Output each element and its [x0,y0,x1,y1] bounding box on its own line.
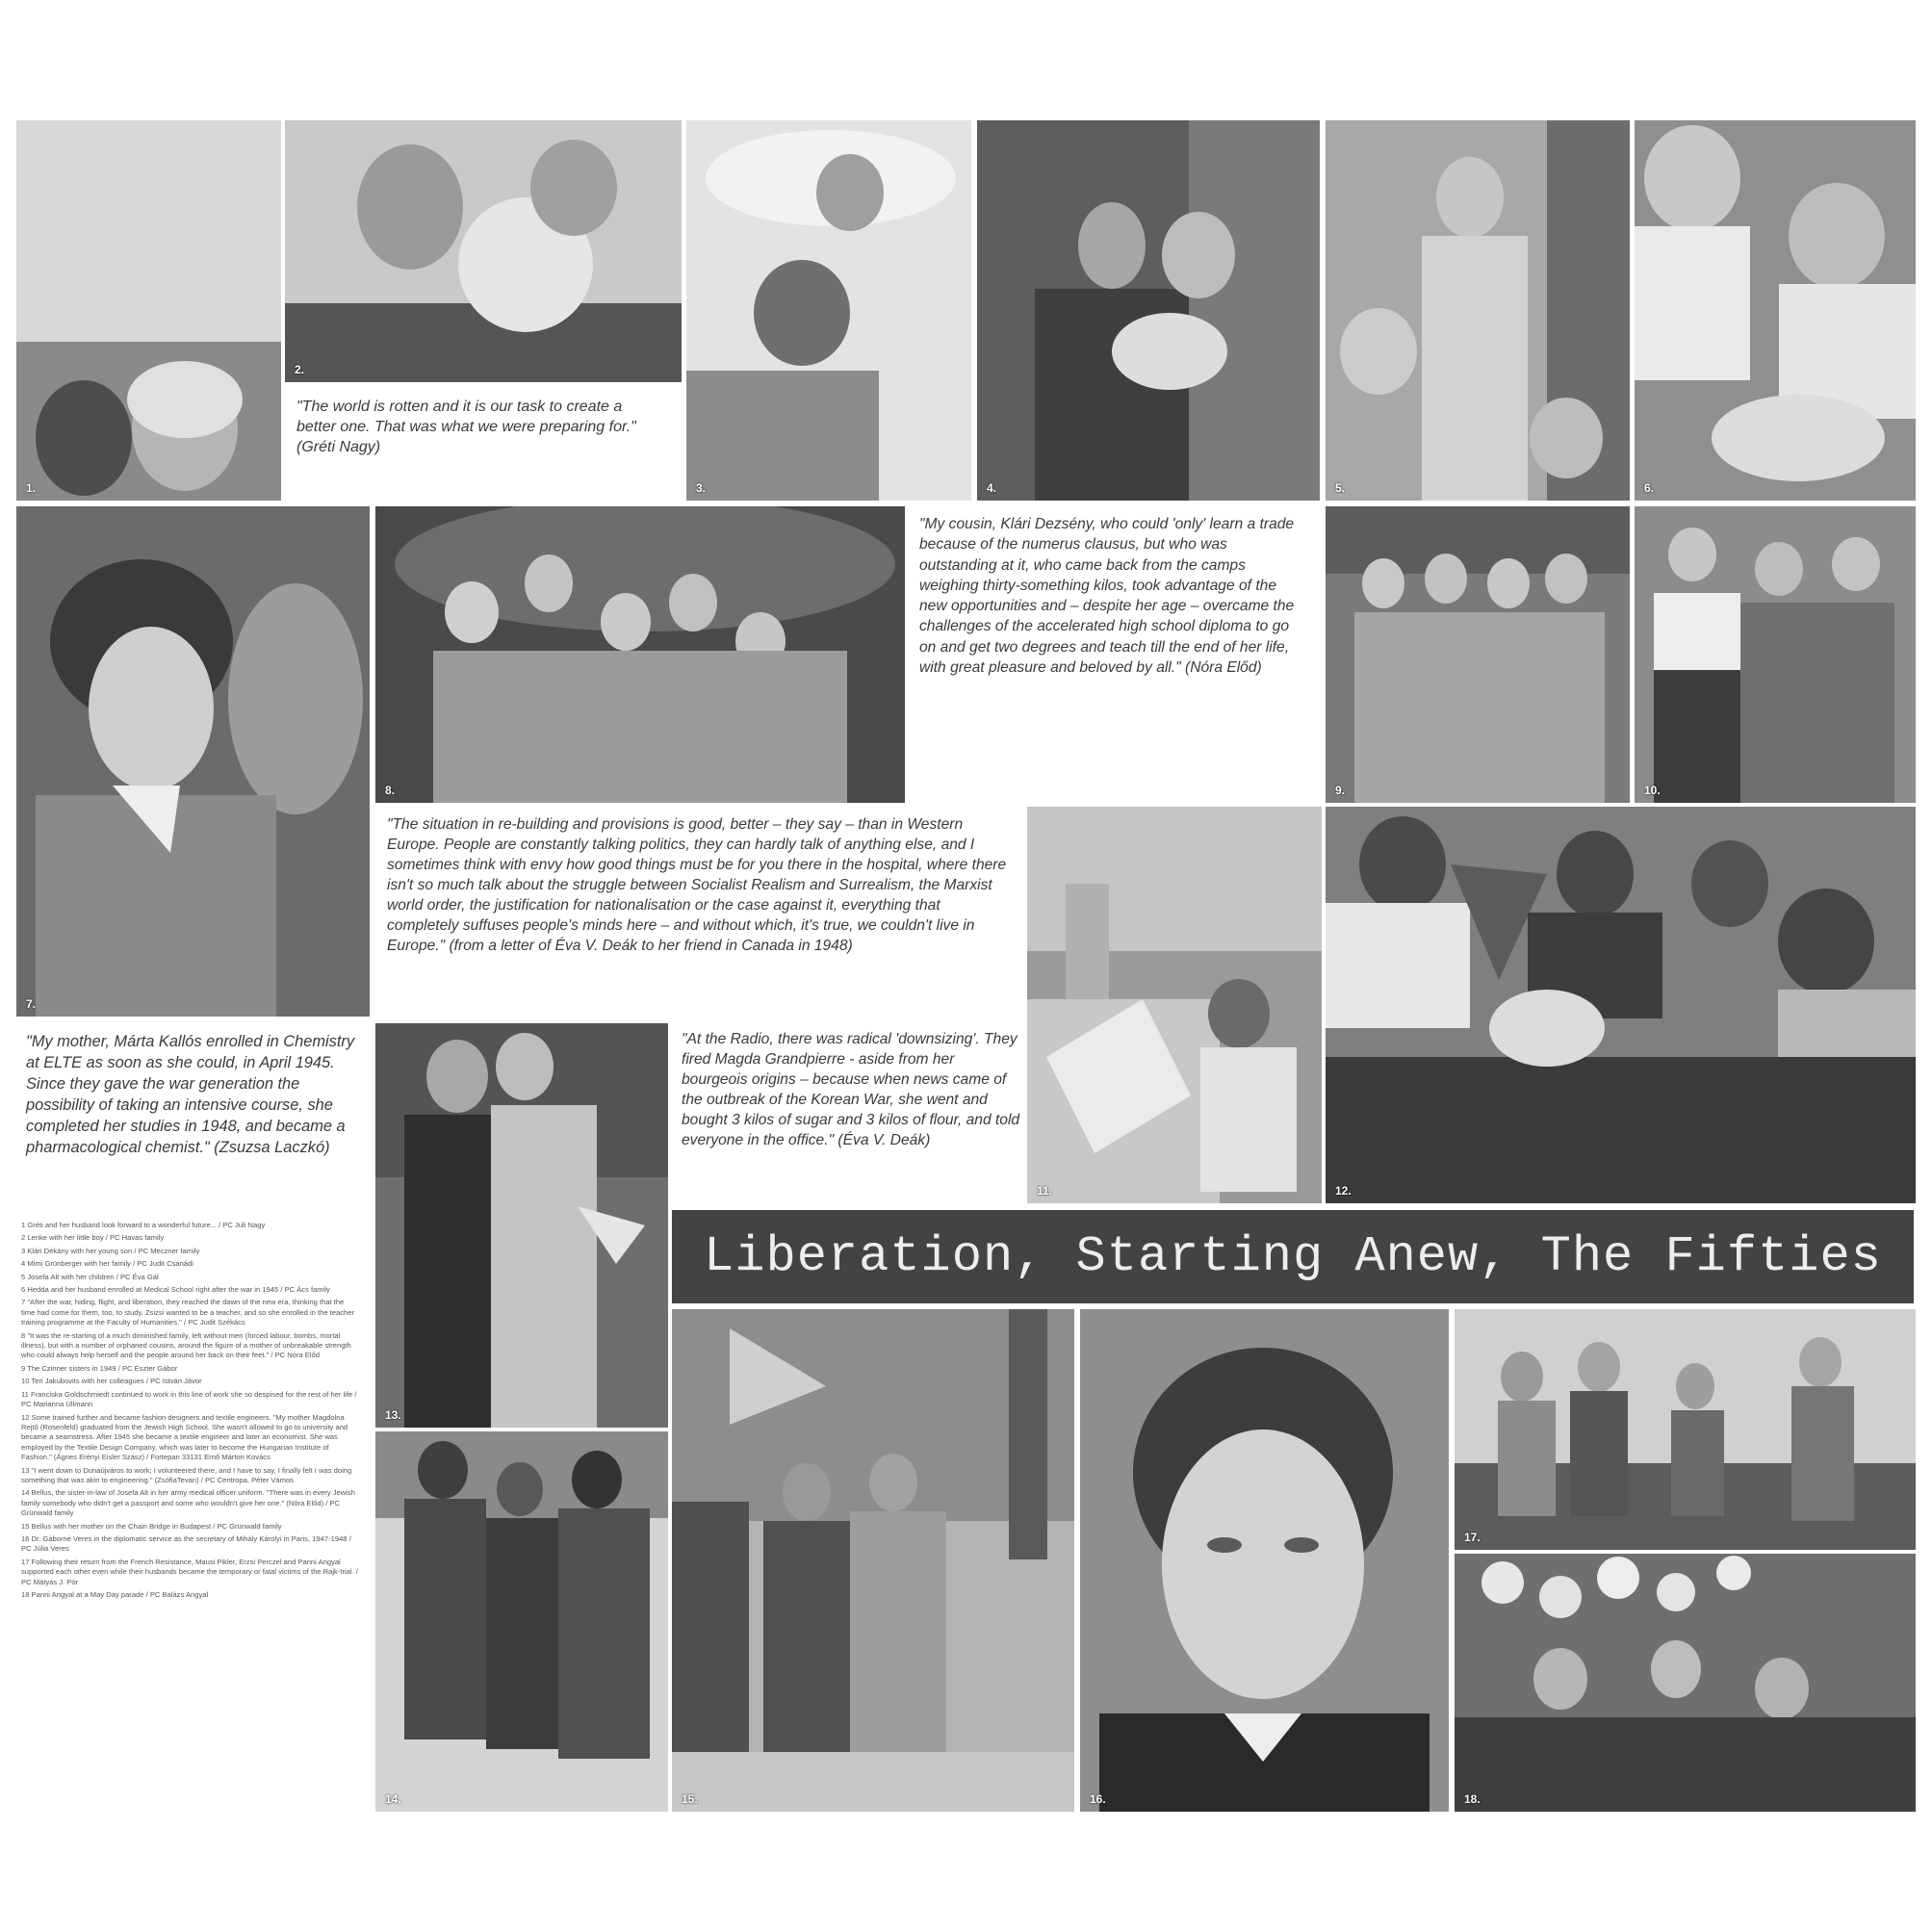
page-title: Liberation, Starting Anew, The Fifties [704,1228,1882,1285]
quote-box-situation [375,807,1025,1018]
photo-number: 1. [26,481,37,495]
photo-9 [1326,506,1630,803]
photo-13 [375,1023,668,1428]
photo-number: 15. [682,1792,698,1806]
caption-item: 14 Bellus, the sister-in-law of Josefa Alt in her army medical officer uniform. "There was in every Jewish family somebody who didn't get a passport and some who wouldn't give her one." (Nóra Előd) / PC Grünwald family [21,1488,355,1518]
quote-box-radio [672,1023,1023,1206]
photo-3 [686,120,971,501]
caption-item: 15 Bellus with her mother on the Chain Bridge in Budapest / PC Grünwald family [21,1521,282,1531]
photo-number: 13. [385,1408,401,1422]
photo-16 [1080,1309,1449,1812]
photo-14 [375,1431,668,1812]
caption-item: 1 Gréti and her husband look forward to a wonderful future... / PC Juli Nagy [21,1221,266,1229]
caption-item: 9 The Czinner sisters in 1949 / PC Eszter Gábor [21,1363,178,1373]
caption-item: 4 Mimi Grünberger with her family / PC Judit Csanádi [21,1259,193,1269]
photo-4 [977,120,1320,501]
photo-number: 3. [696,481,707,495]
caption-item: 5 Josefa Alt with her children / PC Éva Gál [21,1272,159,1281]
quote-nora: "My cousin, Klári Dezsény, who could 'only' learn a trade because of the numerus clausus, but who was outstanding at it, who came back from the camps weighing thirty-something kilos, took advantage of the new opportunities and – despite her age – overcame the challenges of the accelerated high school diploma to go on and get two degrees and teach till the end of her life, with great pleasure and beloved by all." (Nóra Előd) [919,516,1295,677]
photo-6 [1635,120,1916,501]
caption-item: 10 Teri Jakubovits with her colleagues / PC István Jávor [21,1377,202,1386]
caption-item: 11 Franciska Goldschmiedt continued to work in this line of work she so despised for the rest of her life / PC Marianna Ullmann [21,1389,357,1409]
caption-item: 13 "I went down to Dunaújváros to work; I volunteered there, and I have to say, I finally felt I was doing something that was akin to engineering." (ZsófiaTevan) / PC Centropa, Péter Vámos [21,1465,352,1484]
photo-number: 9. [1335,784,1346,797]
photo-number: 4. [987,481,997,495]
photo-11 [1027,807,1322,1203]
quote-zsuzsa: "My mother, Márta Kallós enrolled in Chemistry at ELTE as soon as she could, in April 1945. Since they gave the war generation the possibility of taking an intensive course, she completed her studies in 1948, and became a pharmacological chemist." (Zsuzsa Laczkó) [26,1033,355,1156]
quote-box-zsuzsa [16,1023,370,1216]
caption-item: 12 Some trained further and became fashion designers and textile engineers. "My mother Magdolna Rejtő (Rosenfeld) graduated from the Jewish High School. She wasn't allowed to go to university and became a seamstress. After 1945 she became a textile engineer and later an economist. She was employed by the Textile Design Company, which was later to become the Hungarian Institute of Fashion." (Ágnes Erényi Eisler Szász) / Fortepan 33131 Ernő Márton Kovács [21,1412,348,1462]
photo-5 [1326,120,1630,501]
quote-box-nora [910,506,1321,803]
photo-number: 8. [385,784,396,797]
photo-number: 10. [1644,784,1661,797]
caption-item: 8 "It was the re-starting of a much diminished family, left without men (forced labour, bombs, mortal illness), but with a number of orphaned cousins, around the figure of a mother of unbreakable strength who could always help herself and the people around her back on their feet." / PC Nóra Előd [21,1330,351,1360]
photo-12 [1326,807,1916,1203]
photo-number: 6. [1644,481,1655,495]
quote-situation: "The situation in re-building and provisions is good, better – they say – than in Western Europe. People are constantly talking politics, they can hardly talk of anything else, and I sometimes think with envy how good things must be for you there in the hospital, where there isn't so much talk about the struggle between Socialist Realism and Surrealism, the Marxist world order, the justification for nationalisation or the case against it, everything that completely suffuses people's minds here – and without which, it's true, we couldn't live in Europe." (from a letter of Éva V. Deák to her friend in Canada in 1948) [387,816,1007,954]
photo-8 [375,506,905,803]
photo-number: 12. [1335,1184,1352,1198]
photo-number: 11. [1037,1184,1053,1198]
quote-greti: "The world is rotten and it is our task to create a better one. That was what we were preparing for." (Gréti Nagy) [296,399,636,455]
photo-17 [1455,1309,1916,1550]
photo-1 [16,120,281,501]
caption-item: 2 Lenke with her little boy / PC Havas family [21,1233,165,1243]
caption-item: 6 Hedda and her husband enrolled at Medical School right after the war in 1945 / PC Ács family [21,1285,330,1295]
caption-item: 17 Following their return from the French Resistance, Mausi Pikler, Erzsi Perczel and Panni Angyal supported each other even while their husbands became the temporary or fatal victims of the Rajk-trial. / PC Mátyás J. Pór [21,1557,358,1586]
captions-list [21,1221,358,1769]
photo-number: 2. [295,363,305,376]
photo-10 [1635,506,1916,803]
quote-box-greti [285,385,682,501]
photo-number: 7. [26,997,37,1011]
title-banner [672,1210,1914,1303]
photo-number: 18. [1464,1792,1481,1806]
quote-radio: "At the Radio, there was radical 'downsizing'. They fired Magda Grandpierre - aside from her bourgeois origins – because when news came of the outbreak of the Korean War, she went and bought 3 kilos of sugar and 3 kilos of flour, and told everyone in the office." (Éva V. Deák) [682,1031,1020,1148]
caption-item: 16 Dr. Gáborné Veres in the diplomatic service as the secretary of Mihály Károlyi in Paris, 1947-1948 / PC Júlia Veres [21,1533,351,1554]
caption-item: 18 Panni Angyal at a May Day parade / PC Balázs Angyal [21,1590,209,1599]
photo-number: 16. [1090,1792,1106,1806]
caption-item: 3 Klári Dékány with her young son / PC Meczner family [21,1246,200,1255]
photo-18 [1455,1554,1916,1812]
photo-number: 17. [1464,1531,1481,1544]
photo-15 [672,1309,1074,1812]
photo-7 [16,506,370,1017]
caption-item: 7 "After the war, hiding, flight, and liberation, they reached the dawn of the new era, thinking that the time had come for them, too, to study. Zsizsi wanted to be a teacher, and so she enrolled in the teacher training programme at the Faculty of Humanities." / PC Judit Székács [21,1298,354,1327]
photo-number: 14. [385,1792,401,1806]
photo-number: 5. [1335,481,1346,495]
photo-2 [285,120,682,382]
